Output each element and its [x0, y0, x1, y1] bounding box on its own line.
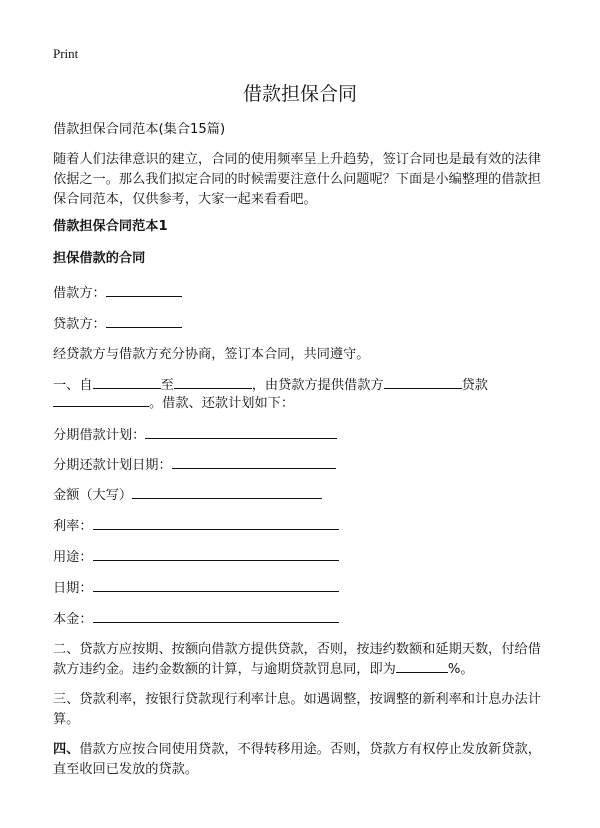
- repay-date-blank: [172, 456, 336, 469]
- clause1-loan: 贷款: [461, 378, 488, 393]
- lender-label: 贷款方：: [53, 317, 106, 332]
- subtitle: 借款担保合同范本(集合15篇): [53, 122, 226, 137]
- loan-amount-blank: [53, 394, 149, 407]
- clause3: 三、贷款利率，按银行贷款现行利率计息。如遇调整，按调整的新利率和计息办法计算。: [53, 692, 541, 727]
- lender-line: [53, 315, 182, 333]
- clause2-text: 二、贷款方应按期、按额向借款方提供贷款，否则，按违约数额和延期天数，付给借款方违约金。违约金数额的计算，与逾期贷款罚息同，即为: [53, 642, 541, 677]
- clause2-tail: %。: [447, 662, 474, 677]
- principal-label: 本金：: [53, 612, 93, 627]
- clause4: [53, 740, 545, 780]
- clause4-lead: 四、: [53, 742, 80, 757]
- intro-paragraph: 随着人们法律意识的建立，合同的使用频率呈上升趋势，签订合同也是最有效的法律依据之一。那么我们拟定合同的时候需要注意什么问题呢？下面是小编整理的借款担保合同范本，仅供参考，大家一起来看看吧。: [53, 152, 541, 207]
- penalty-rate-blank: [396, 660, 448, 673]
- agreement-text: 经贷款方与借款方充分协商，签订本合同，共同遵守。: [53, 347, 370, 362]
- clause2: [53, 640, 545, 680]
- loan-plan-blank: [145, 426, 337, 439]
- print-link[interactable]: Print: [53, 46, 79, 61]
- field-date: [53, 579, 339, 597]
- clause1-prefix: 一、自: [53, 378, 93, 393]
- rate-label: 利率：: [53, 519, 93, 534]
- field-repay-date: [53, 456, 336, 474]
- loan-plan-label: 分期借款计划：: [53, 428, 146, 443]
- field-principal: [53, 610, 339, 628]
- amount-blank: [132, 486, 322, 499]
- clause4-text: 借款方应按合同使用贷款，不得转移用途。否则，贷款方有权停止发放新贷款，直至收回已发放的贷款。: [53, 742, 541, 777]
- borrower-label: 借款方：: [53, 286, 106, 301]
- clause1-to: 至: [160, 378, 174, 393]
- borrower-line: [53, 284, 182, 302]
- date-label: 日期：: [53, 581, 93, 596]
- borrower-blank: [106, 284, 182, 297]
- clause1-line1: [53, 376, 488, 394]
- purpose-label: 用途：: [53, 550, 93, 565]
- end-date-blank: [174, 376, 252, 389]
- clause1-line2: [53, 394, 294, 412]
- page-title: 借款担保合同: [242, 83, 357, 105]
- clause1-provide: ，由贷款方提供借款方: [251, 378, 384, 393]
- date-blank: [93, 579, 339, 592]
- amount-label: 金额（大写）: [53, 488, 133, 503]
- lender-blank: [106, 315, 182, 328]
- purpose-blank: [93, 548, 339, 561]
- contract-title: 担保借款的合同: [53, 251, 146, 266]
- borrower-name-blank: [384, 376, 462, 389]
- field-amount: [53, 486, 322, 504]
- rate-blank: [93, 517, 339, 530]
- field-rate: [53, 517, 339, 535]
- field-purpose: [53, 548, 339, 566]
- field-loan-plan: [53, 426, 337, 444]
- repay-date-label: 分期还款计划日期：: [53, 458, 172, 473]
- principal-blank: [93, 610, 339, 623]
- clause1-tail: 。借款、还款计划如下：: [149, 396, 295, 411]
- start-date-blank: [93, 376, 161, 389]
- section-heading: 借款担保合同范本1: [53, 219, 168, 234]
